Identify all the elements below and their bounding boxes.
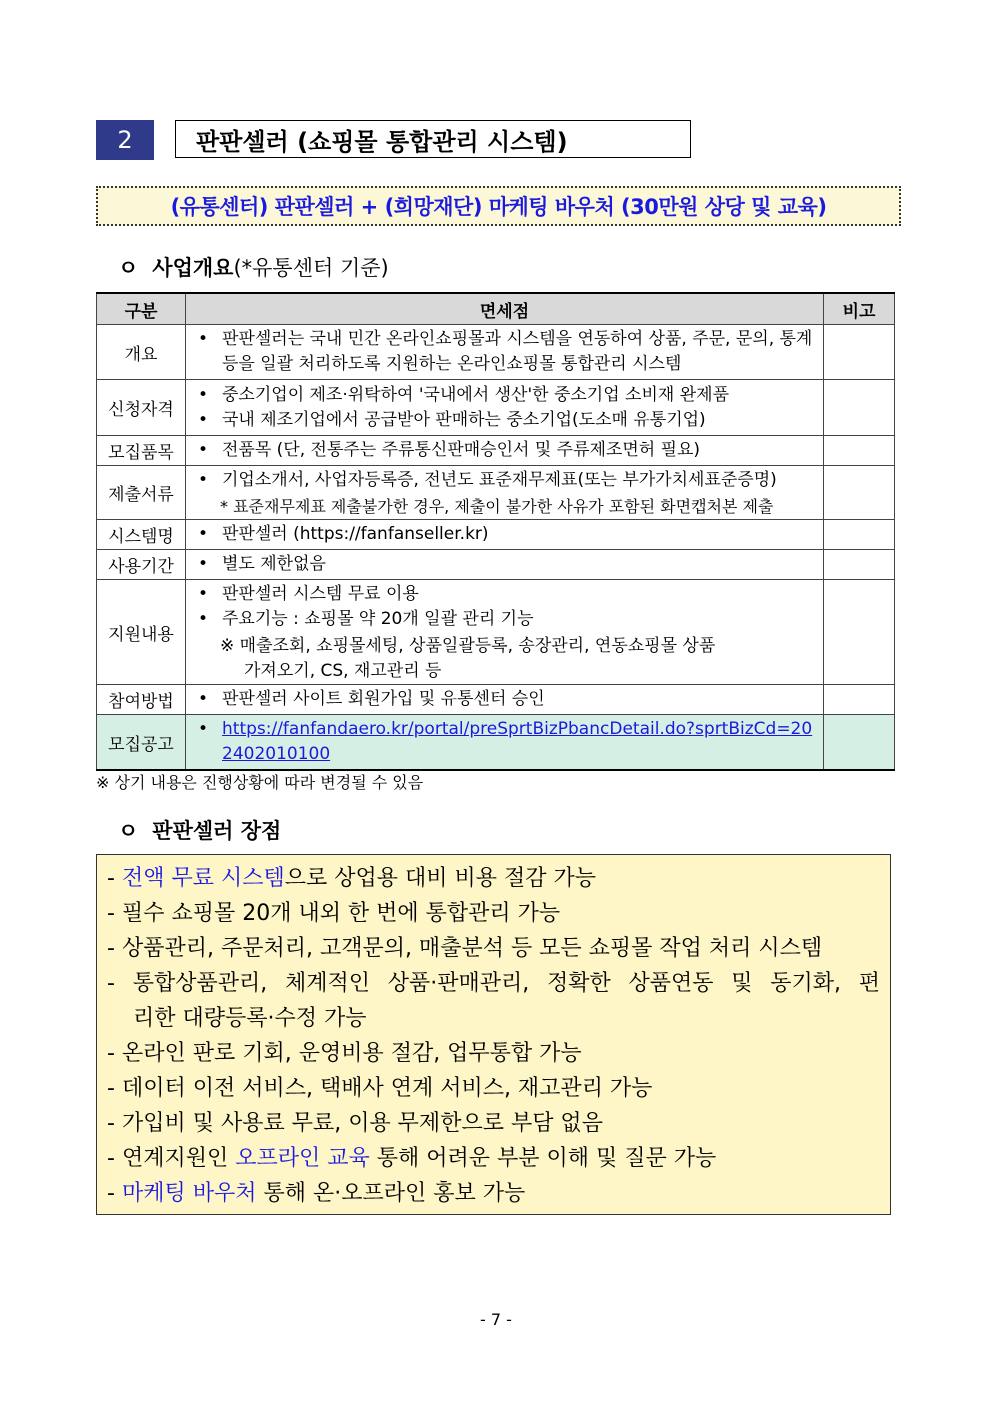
list-item: • 판판셀러 사이트 회원가입 및 유통센터 승인 <box>198 687 815 712</box>
table-header-row <box>97 293 895 325</box>
row-content <box>186 436 824 466</box>
row-label: 참여방법 <box>97 685 186 715</box>
advantage-item: - 연계지원인 오프라인 교육 통해 어려운 부분 이해 및 질문 가능 <box>107 1146 717 1171</box>
advantage-item: - 상품관리, 주문처리, 고객문의, 매출분석 등 모든 쇼핑몰 작업 처리 시스템 <box>107 936 823 961</box>
advantage-item: - 전액 무료 시스템으로 상업용 대비 비용 절감 가능 <box>107 866 596 891</box>
support-note <box>186 634 823 684</box>
advantage-item: - 데이터 이전 서비스, 택배사 연계 서비스, 재고관리 가능 <box>107 1076 653 1101</box>
row-content <box>186 325 824 380</box>
row-label: 제출서류 <box>97 466 186 520</box>
program-banner: (유통센터) 판판셀러 + (희망재단) 마케팅 바우처 (30만원 상당 및 교육) <box>96 186 901 226</box>
circle-bullet-icon: ㅇ <box>118 256 139 280</box>
advantage-item: - 필수 쇼핑몰 20개 내외 한 번에 통합관리 가능 <box>107 901 561 926</box>
overview-table <box>96 292 895 771</box>
table-row <box>97 466 895 520</box>
list-item: • 판판셀러는 국내 민간 온라인쇼핑몰과 시스템을 연동하여 상품, 주문, 문의, 통계 등을 일괄 처리하도록 지원하는 온라인쇼핑몰 통합관리 시스템 <box>198 327 815 377</box>
advantage-item-continued: 리한 대량등록·수정 가능 <box>133 1006 367 1031</box>
table-row <box>97 520 895 550</box>
table-row <box>97 580 895 685</box>
row-content <box>186 580 824 685</box>
overview-heading <box>118 252 389 282</box>
row-label: 모집공고 <box>97 715 186 771</box>
advantage-item: - 온라인 판로 기회, 운영비용 절감, 업무통합 가능 <box>107 1041 582 1066</box>
row-remark <box>824 550 895 580</box>
row-remark <box>824 436 895 466</box>
row-remark <box>824 520 895 550</box>
section-number-badge: 2 <box>96 120 154 160</box>
row-remark <box>824 715 895 771</box>
row-label: 사용기간 <box>97 550 186 580</box>
table-row <box>97 436 895 466</box>
table-row <box>97 380 895 436</box>
row-content <box>186 550 824 580</box>
advantage-item: - 마케팅 바우처 통해 온·오프라인 홍보 가능 <box>107 1181 526 1206</box>
list-item: • 중소기업이 제조·위탁하여 '국내에서 생산'한 중소기업 소비재 완제품 <box>198 383 815 408</box>
header-remark: 비고 <box>824 293 895 325</box>
circle-bullet-icon: ㅇ <box>118 819 139 843</box>
notice-link[interactable]: https://fanfandaero.kr/portal/preSprtBizPbancDetail.do?sprtBizCd=202402010100 <box>222 719 813 764</box>
row-label: 모집품목 <box>97 436 186 466</box>
support-note-line2: 가져오기, CS, 재고관리 등 <box>244 661 442 681</box>
list-item: • 판판셀러 (https://fanfanseller.kr) <box>198 522 815 547</box>
row-remark <box>824 580 895 685</box>
table-row <box>97 715 895 771</box>
table-row <box>97 550 895 580</box>
table-row <box>97 325 895 380</box>
row-remark <box>824 325 895 380</box>
advantages-box <box>96 854 891 1215</box>
header-content: 면세점 <box>186 293 824 325</box>
row-label: 시스템명 <box>97 520 186 550</box>
overview-heading-note: (*유통센터 기준) <box>233 256 389 280</box>
advantage-item: - 가입비 및 사용료 무료, 이용 무제한으로 부담 없음 <box>107 1111 603 1136</box>
documents-note: * 표준재무제표 제출불가한 경우, 제출이 불가한 사유가 포함된 화면캡처본 제출 <box>220 497 774 516</box>
row-label: 지원내용 <box>97 580 186 685</box>
section-title: 판판셀러 (쇼핑몰 통합관리 시스템) <box>175 120 691 158</box>
page-number: - 7 - <box>480 1310 512 1329</box>
footnote: ※ 상기 내용은 진행상황에 따라 변경될 수 있음 <box>96 773 424 792</box>
row-remark <box>824 685 895 715</box>
overview-heading-bold: 사업개요 <box>152 256 234 280</box>
list-item: • 기업소개서, 사업자등록증, 전년도 표준재무제표(또는 부가가치세표준증명) <box>198 468 815 493</box>
row-remark <box>824 380 895 436</box>
advantages-heading-bold: 판판셀러 장점 <box>152 819 282 843</box>
header-category: 구분 <box>97 293 186 325</box>
row-content <box>186 685 824 715</box>
row-label: 신청자격 <box>97 380 186 436</box>
list-item <box>198 717 815 767</box>
advantage-item: - 통합상품관리, 체계적인 상품·판매관리, 정확한 상품연동 및 동기화, 편 <box>107 971 881 996</box>
list-item: • 별도 제한없음 <box>198 552 815 577</box>
row-content <box>186 380 824 436</box>
list-item: • 국내 제조기업에서 공급받아 판매하는 중소기업(도소매 유통기업) <box>198 408 815 433</box>
row-content <box>186 520 824 550</box>
list-item: • 주요기능 : 쇼핑몰 약 20개 일괄 관리 기능 <box>198 607 815 632</box>
row-content <box>186 466 824 520</box>
row-remark <box>824 466 895 520</box>
list-item: • 판판셀러 시스템 무료 이용 <box>198 582 815 607</box>
table-row <box>97 685 895 715</box>
list-item: • 전품목 (단, 전통주는 주류통신판매승인서 및 주류제조면허 필요) <box>198 438 815 463</box>
support-note-line1: ※ 매출조회, 쇼핑몰세팅, 상품일괄등록, 송장관리, 연동쇼핑몰 상품 <box>220 636 716 656</box>
row-content <box>186 715 824 771</box>
row-label: 개요 <box>97 325 186 380</box>
advantages-heading <box>118 815 281 845</box>
